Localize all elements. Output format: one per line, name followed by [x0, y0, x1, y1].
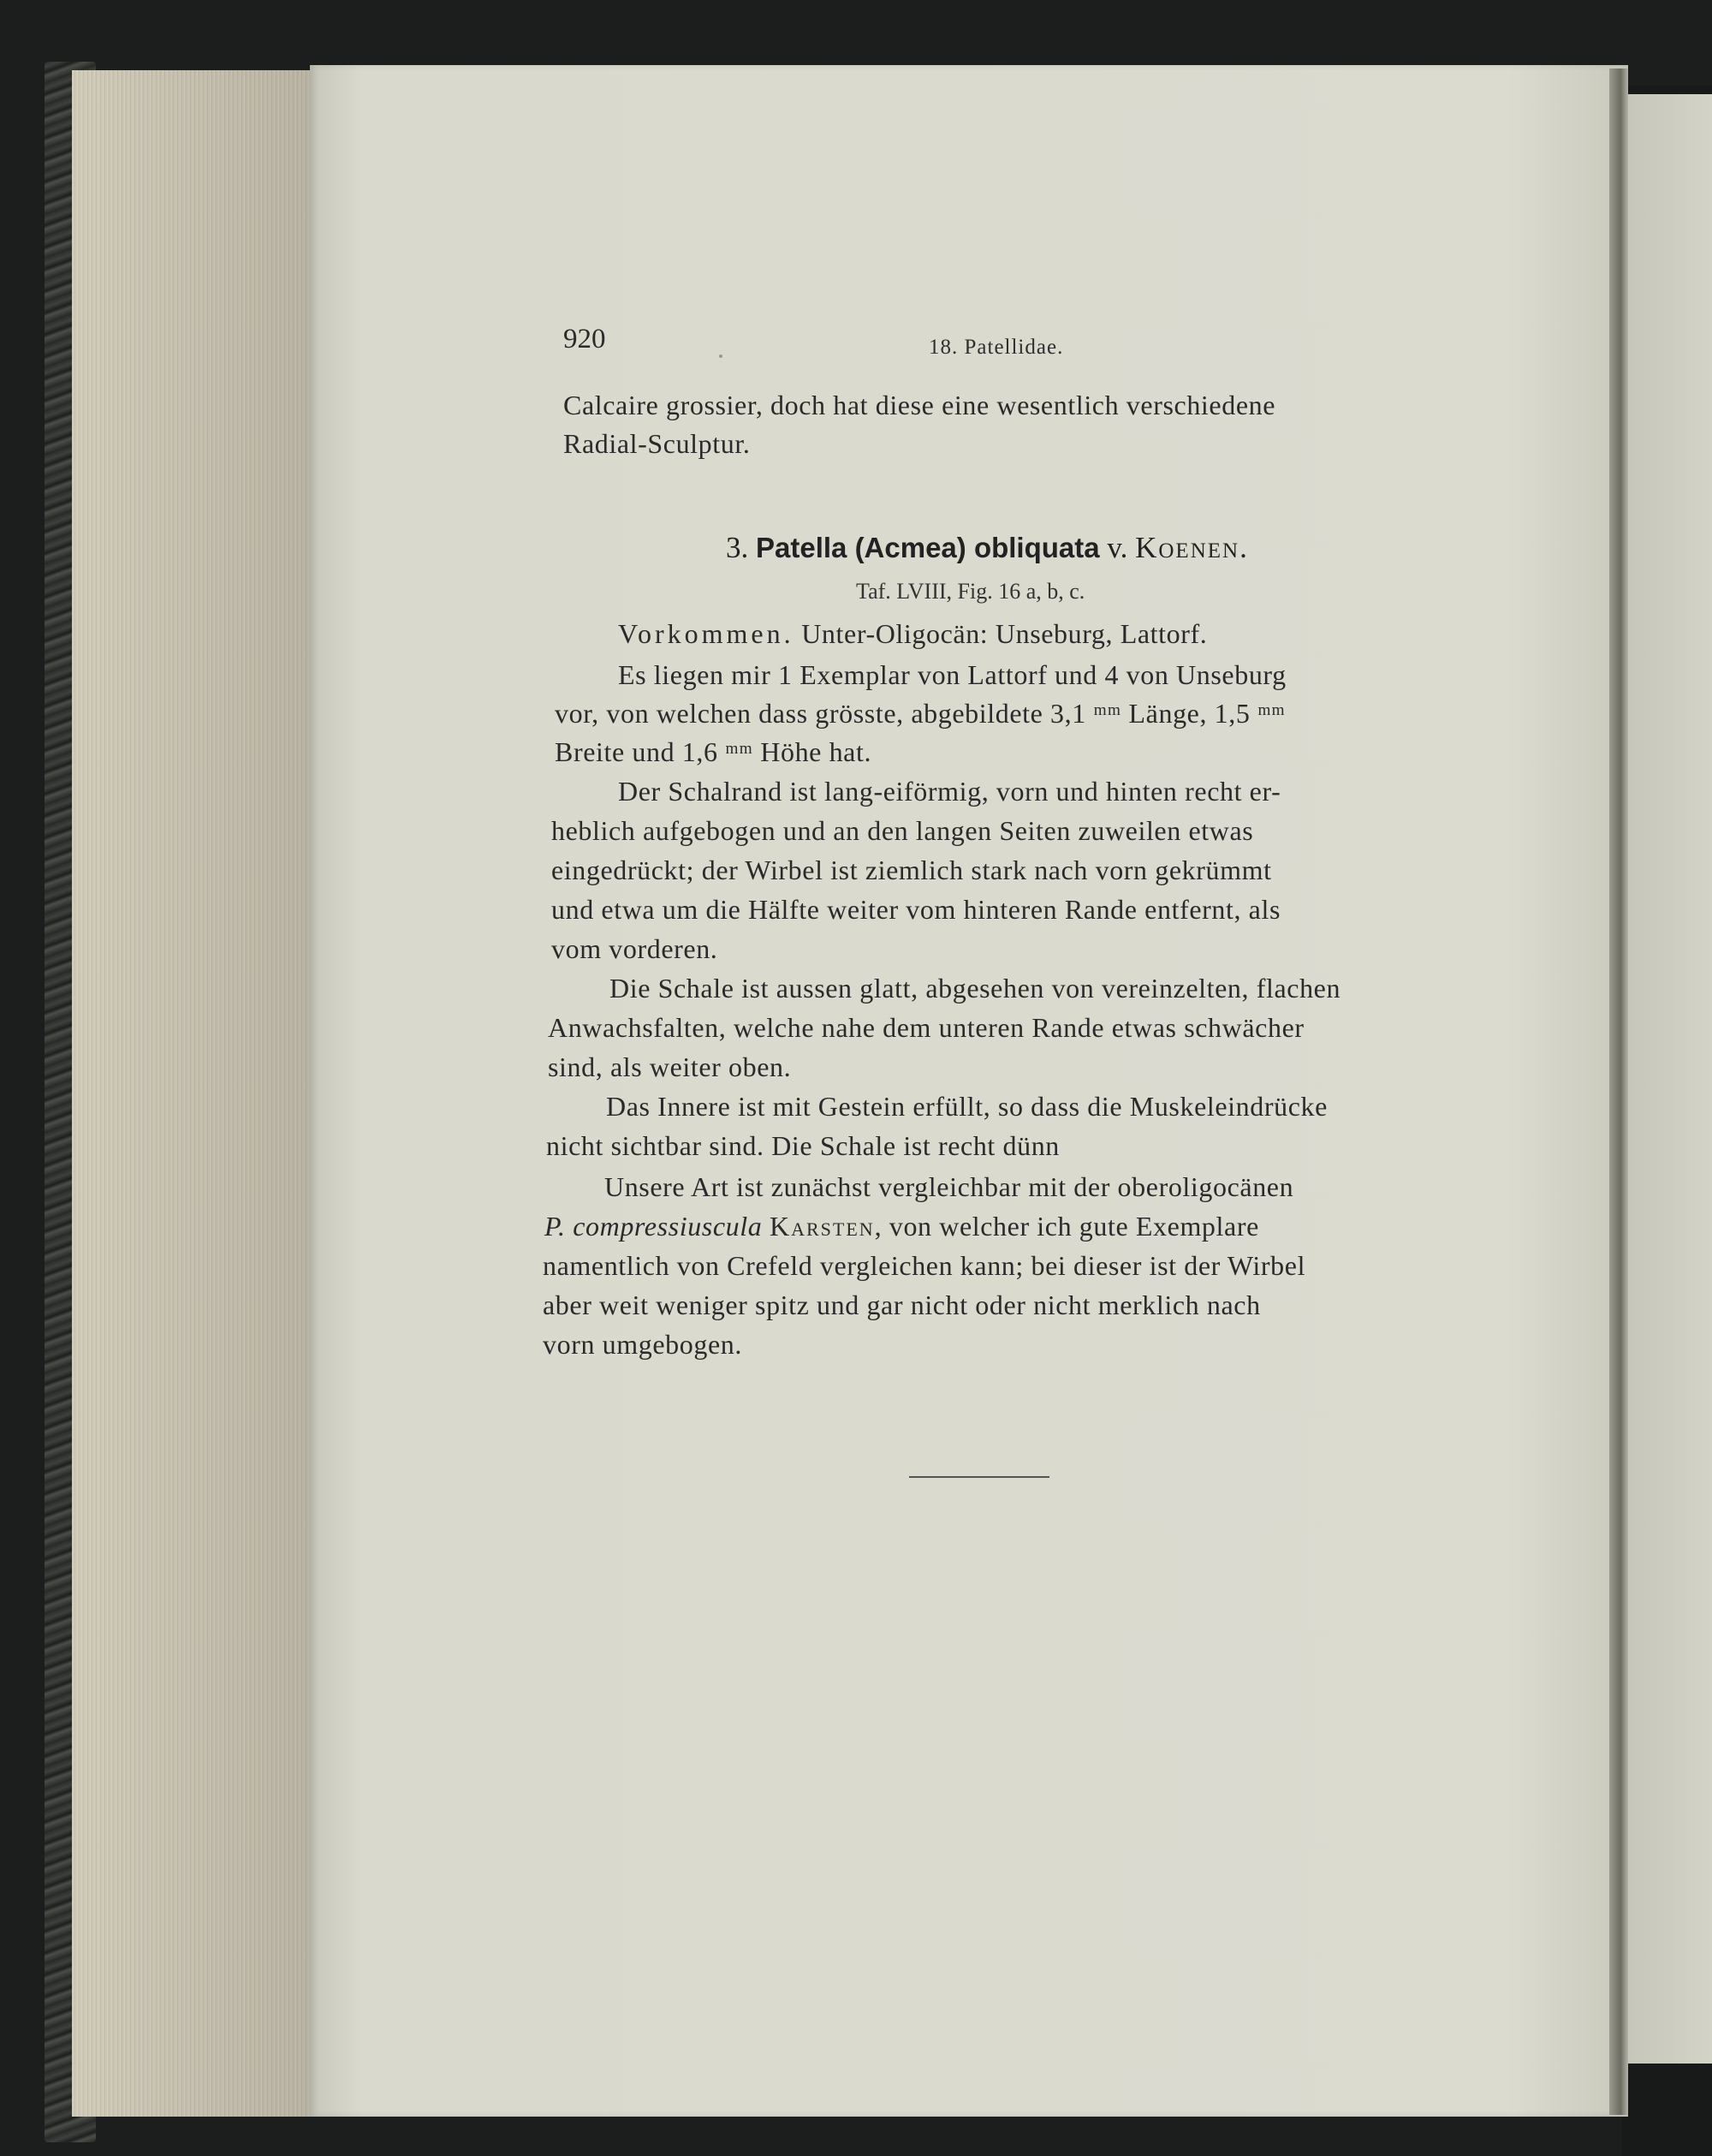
text-line: aber weit weniger spitz und gar nicht oder nicht merklich nach	[543, 1289, 1261, 1320]
species-heading	[726, 531, 1249, 565]
page-edges-stack	[72, 70, 313, 2117]
text-line: Anwachsfalten, welche nahe dem unteren Rande etwas schwächer	[548, 1012, 1305, 1043]
species-name: Patella (Acmea) obliquata	[756, 532, 1100, 563]
text-span: , von welcher ich gute Exemplare	[874, 1211, 1259, 1242]
text-line: und etwa um die Hälfte weiter vom hinteren Rande entfernt, als	[551, 894, 1281, 925]
text-line: Der Schalrand ist lang-eiförmig, vorn und hinten recht er-	[618, 776, 1281, 807]
section-end-rule	[909, 1476, 1049, 1478]
text-line: nicht sichtbar sind. Die Schale ist recht dünn	[546, 1130, 1060, 1161]
species-ref: P. compressiuscula	[544, 1211, 763, 1242]
text-line: Das Innere ist mit Gestein erfüllt, so dass die Muskeleindrücke	[606, 1091, 1328, 1122]
text-line: vorn umgebogen.	[543, 1329, 742, 1360]
author-prefix: v.	[1107, 531, 1128, 564]
occurrence-label: Vorkommen.	[618, 618, 794, 649]
text-line	[544, 1211, 1259, 1242]
text-line: Calcaire grossier, doch hat diese eine wesentlich verschiedene	[563, 390, 1276, 420]
book-gutter	[1609, 68, 1628, 2115]
running-title: 18. Patellidae.	[929, 336, 1064, 359]
text-line: Unsere Art ist zunächst vergleichbar mit der oberoligocänen	[604, 1171, 1294, 1202]
species-author: Koenen.	[1135, 531, 1249, 564]
occurrence-line	[618, 618, 1207, 650]
facing-page-edge	[1628, 94, 1712, 2064]
text-line: Es liegen mir 1 Exemplar von Lattorf und 4 von Unseburg	[618, 659, 1287, 690]
text-line: sind, als weiter oben.	[548, 1051, 792, 1082]
species-number: 3.	[726, 531, 749, 564]
text-line: heblich aufgebogen und an den langen Seiten zuweilen etwas	[551, 815, 1254, 846]
text-line: Radial-Sculptur.	[563, 428, 751, 459]
plate-reference: Taf. LVIII, Fig. 16 a, b, c.	[856, 579, 1085, 604]
text-line: namentlich von Crefeld vergleichen kann; bei dieser ist der Wirbel	[543, 1250, 1306, 1281]
paper-speck	[719, 354, 722, 358]
text-line: Die Schale ist aussen glatt, abgesehen von vereinzelten, flachen	[609, 973, 1341, 1004]
text-line: vom vorderen.	[551, 933, 718, 964]
author-ref: Karsten	[769, 1211, 875, 1242]
text-line: Breite und 1,6 ᵐᵐ Höhe hat.	[555, 736, 872, 767]
page-number: 920	[563, 324, 606, 354]
occurrence-text: Unter-Oligocän: Unseburg, Lattorf.	[794, 618, 1208, 649]
text-line: vor, von welchen dass grösste, abgebildete 3,1 ᵐᵐ Länge, 1,5 ᵐᵐ	[555, 698, 1286, 729]
text-line: eingedrückt; der Wirbel ist ziemlich stark nach vorn gekrümmt	[551, 855, 1272, 885]
